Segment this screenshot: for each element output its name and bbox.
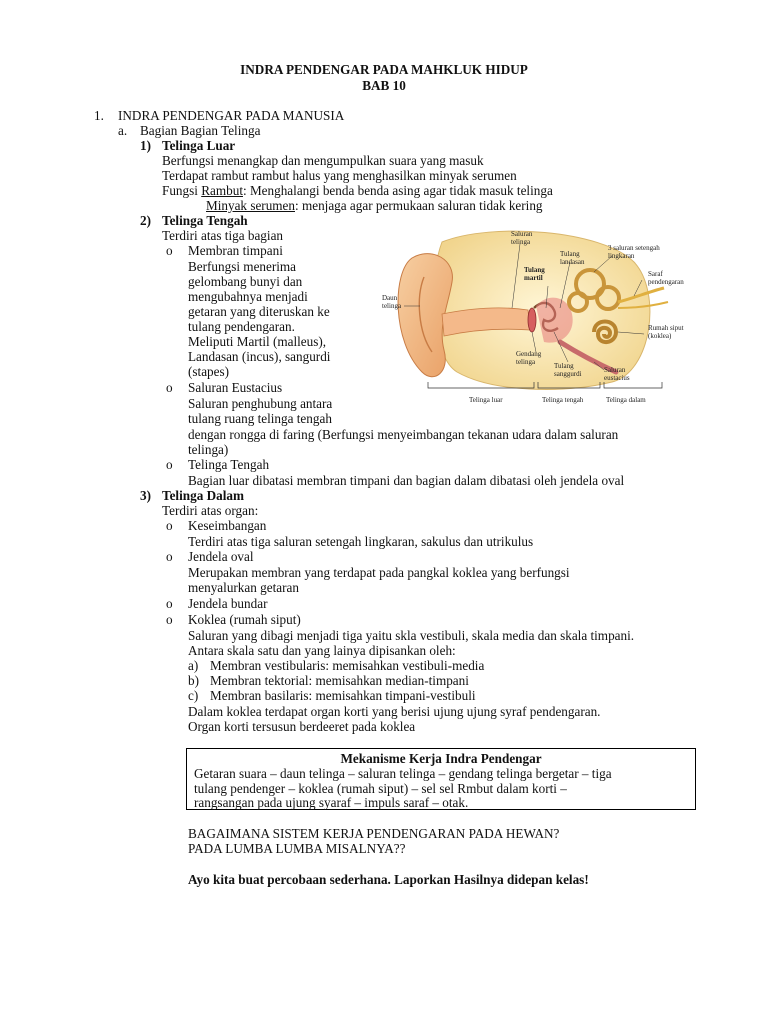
closing-instruction: Ayo kita buat percobaan sederhana. Laporkan Hasilnya didepan kelas!: [188, 872, 589, 887]
bullet: o: [166, 518, 173, 533]
membran-timpani-title: Membran timpani: [188, 243, 283, 258]
label-telinga-tengah: Telinga tengah: [542, 396, 584, 404]
timpani-line: (stapes): [188, 364, 230, 379]
membran-item-text: Membran basilaris: memisahkan timpani-vestibuli: [210, 688, 476, 703]
bullet: o: [166, 596, 173, 611]
eustacius-title: Saluran Eustacius: [188, 380, 283, 395]
tengah-number: 2): [140, 213, 151, 228]
eustacius-line: tulang ruang telinga tengah: [188, 411, 332, 426]
timpani-line: Berfungsi menerima: [188, 259, 297, 274]
luar-fungsi-minyak: [206, 198, 543, 213]
tengah-intro: Terdiri atas tiga bagian: [162, 228, 284, 243]
timpani-line: mengubahnya menjadi: [188, 289, 308, 304]
minyak-term: Minyak serumen: [206, 198, 295, 213]
keseimbangan-title: Keseimbangan: [188, 518, 267, 533]
question-line: PADA LUMBA LUMBA MISALNYA??: [188, 841, 406, 856]
label-tulang-sanggurdi: Tulang sanggurdi: [554, 362, 582, 378]
label-telinga-luar: Telinga luar: [469, 396, 503, 404]
timpani-line: Landasan (incus), sangurdi: [188, 349, 331, 364]
membran-item-text: Membran tektorial: memisahkan median-timpani: [210, 673, 469, 688]
eustacius-line: telinga): [188, 442, 229, 457]
timpani-line: tulang pendengaran.: [188, 319, 295, 334]
koklea-title: Koklea (rumah siput): [188, 612, 301, 627]
doc-title: INDRA PENDENGAR PADA MAHKLUK HIDUP: [240, 62, 528, 77]
bullet: o: [166, 243, 173, 258]
label-saraf-pendengaran: Saraf pendengaran: [648, 270, 684, 286]
bullet: o: [166, 380, 173, 395]
bullet: o: [166, 612, 173, 627]
label-rumah-siput: Rumah siput (koklea): [648, 324, 684, 340]
label-saluran-setengah-lingkaran: 3 saluran setengah lingkaran: [608, 244, 660, 260]
mekanisme-line: Getaran suara – daun telinga – saluran telinga – gendang telinga bergetar – tiga: [194, 766, 612, 781]
timpani-line: gelombang bunyi dan: [188, 274, 303, 289]
jendela-bundar-title: Jendela bundar: [188, 596, 268, 611]
koklea-tail-line: Dalam koklea terdapat organ korti yang berisi ujung ujung syraf pendengaran.: [188, 704, 601, 719]
membran-item-letter: a): [188, 658, 199, 673]
dalam-heading: Telinga Dalam: [162, 488, 244, 503]
rambut-term: Rambut: [201, 183, 243, 198]
luar-line-2: Terdapat rambut rambut halus yang menghasilkan minyak serumen: [162, 168, 517, 183]
bullet: o: [166, 457, 173, 472]
mekanisme-line: rangsangan pada ujung syaraf – impuls saraf – otak.: [194, 795, 469, 810]
subsection-title: Bagian Bagian Telinga: [140, 123, 261, 138]
timpani-line: Meliputi Martil (malleus),: [188, 334, 327, 349]
mekanisme-box: [186, 748, 696, 810]
jendela-oval-title: Jendela oval: [188, 549, 254, 564]
subsection-letter: a.: [118, 123, 128, 138]
label-tulang-landasan: Tulang landasan: [560, 250, 585, 266]
koklea-line: Antara skala satu dan yang lainya dipisankan oleh:: [188, 643, 456, 658]
membran-item-text: Membran vestibularis: memisahkan vestibuli-media: [210, 658, 485, 673]
label-tulang-martil: Tulang martil: [524, 266, 545, 282]
tengah-heading: Telinga Tengah: [162, 213, 248, 228]
membran-item-letter: b): [188, 673, 199, 688]
rambut-desc: : Menghalangi benda benda asing agar tidak masuk telinga: [242, 183, 553, 198]
bullet: o: [166, 549, 173, 564]
keseimbangan-line: Terdiri atas tiga saluran setengah lingkaran, sakulus dan utrikulus: [188, 534, 534, 549]
telinga-tengah-line: Bagian luar dibatasi membran timpani dan bagian dalam dibatasi oleh jendela oval: [188, 473, 625, 488]
label-telinga-dalam: Telinga dalam: [606, 396, 646, 404]
label-gendang-telinga: Gendang telinga: [516, 350, 542, 366]
eustacius-line: Saluran penghubung antara: [188, 396, 333, 411]
ear-anatomy-diagram: [372, 222, 716, 412]
telinga-tengah-title: Telinga Tengah: [188, 457, 270, 472]
membran-item-letter: c): [188, 688, 199, 703]
timpani-line: getaran yang diteruskan ke: [188, 304, 330, 319]
section-title: INDRA PENDENGAR PADA MANUSIA: [118, 108, 345, 123]
dalam-intro: Terdiri atas organ:: [162, 503, 259, 518]
mekanisme-title: Mekanisme Kerja Indra Pendengar: [340, 751, 542, 766]
question-line: BAGAIMANA SISTEM KERJA PENDENGARAN PADA HEWAN?: [188, 826, 560, 841]
koklea-line: Saluran yang dibagi menjadi tiga yaitu skla vestibuli, skala media dan skala timpani.: [188, 628, 635, 643]
luar-heading: Telinga Luar: [162, 138, 236, 153]
minyak-desc: : menjaga agar permukaan saluran tidak kering: [295, 198, 543, 213]
section-number: 1.: [94, 108, 104, 123]
mekanisme-line: tulang pendenger – koklea (rumah siput) – sel sel Rmbut dalam korti –: [194, 781, 567, 796]
eustacius-line: dengan rongga di faring (Berfungsi menyeimbangan tekanan udara dalam saluran: [188, 427, 619, 442]
koklea-tail-line: Organ korti tersusun berdeeret pada koklea: [188, 719, 416, 734]
fungsi-prefix: Fungsi: [162, 183, 202, 198]
eardrum: [528, 308, 536, 332]
label-daun-telinga: Daun telinga: [382, 294, 402, 310]
jendela-oval-line: menyalurkan getaran: [188, 580, 299, 595]
jendela-oval-line: Merupakan membran yang terdapat pada pangkal koklea yang berfungsi: [188, 565, 570, 580]
luar-fungsi-rambut: [162, 183, 553, 198]
luar-number: 1): [140, 138, 151, 153]
luar-line-1: Berfungsi menangkap dan mengumpulkan suara yang masuk: [162, 153, 484, 168]
label-saluran-eustacius: Saluran eustacius: [604, 366, 630, 382]
label-saluran-telinga: Saluran telinga: [511, 230, 533, 246]
dalam-number: 3): [140, 488, 151, 503]
chapter-label: BAB 10: [362, 78, 406, 93]
